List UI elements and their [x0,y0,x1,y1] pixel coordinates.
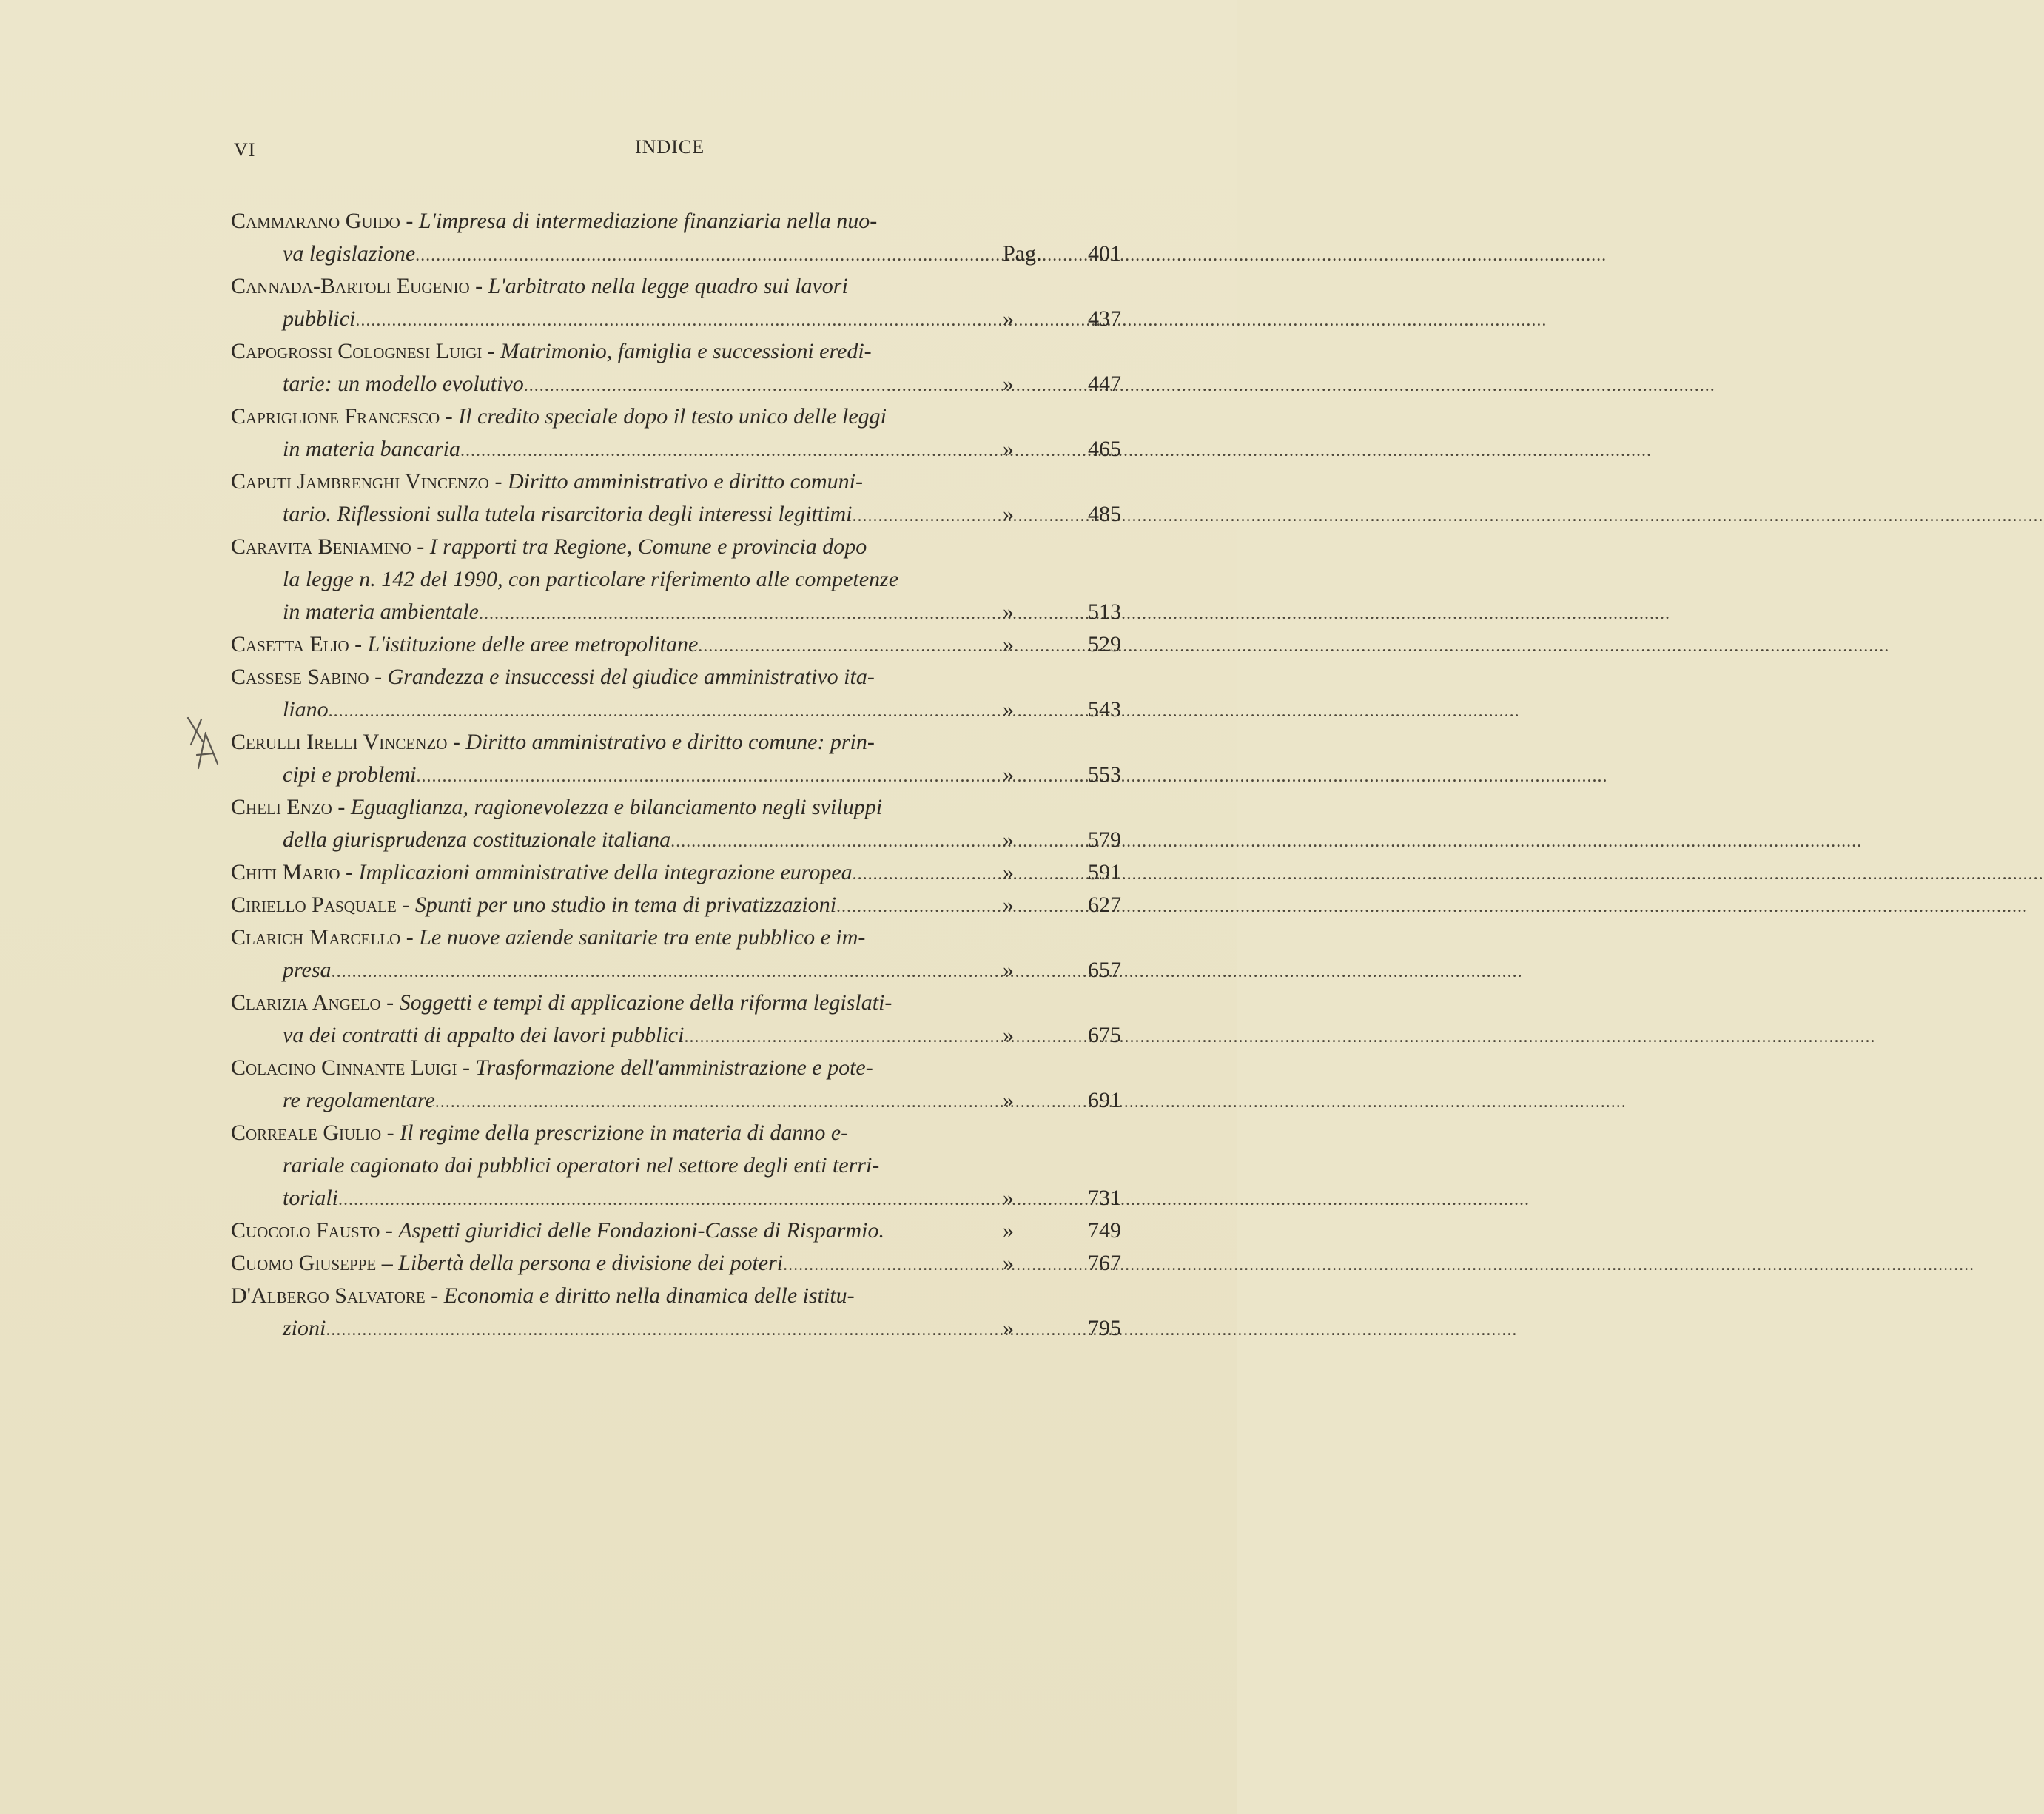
entry-separator: - [457,1055,476,1080]
page-label: » [1003,1088,1014,1112]
entry-title-continuation: toriali [283,1186,339,1210]
running-title: INDICE [635,136,705,158]
toc-line [231,628,1121,661]
toc-line [231,531,1115,563]
page-label: Pag. [1003,241,1042,266]
entry-page-ref [984,596,1121,628]
entry-title-continuation: in materia ambientale [283,599,479,624]
entry-page-ref [984,368,1121,400]
page-number: 691 [1088,1088,1121,1112]
entry-page-ref [984,954,1121,987]
toc-entry [231,1117,1121,1215]
entry-separator: - [400,209,419,233]
entry-title-continuation: cipi e problemi [283,762,417,787]
page-label: » [1003,697,1014,722]
page-number: 513 [1088,599,1121,624]
entry-author: Caputi Jambrenghi Vincenzo [231,469,489,494]
page-header [234,135,1115,164]
entry-separator: - [400,925,420,950]
page-number: 675 [1088,1023,1121,1047]
entry-title: Libertà della persona e divisione dei poteri [398,1251,784,1275]
toc-line [231,1247,1121,1280]
entry-author: Capogrossi Colognesi Luigi [231,339,483,363]
entry-author: Cuomo Giuseppe [231,1251,377,1275]
entry-page-ref [984,856,1121,889]
toc-line [231,1052,1115,1084]
toc-entry [231,531,1121,628]
entry-separator: - [488,469,508,494]
entry-page-ref [984,1182,1121,1215]
toc-line [231,1084,1121,1117]
entry-title-continuation: re regolamentare [283,1088,435,1112]
entry-author: Cammarano Guido [231,209,400,233]
page-number: 447 [1088,372,1121,396]
dot-leader [329,695,1520,728]
entry-title: Le nuove aziende sanitarie tra ente pubblico e im- [419,925,866,950]
page-label: » [1003,306,1014,331]
entry-separator: - [369,665,388,689]
entry-page-ref [984,433,1121,466]
toc-line [231,1117,1115,1149]
toc-entry [231,1247,1121,1280]
toc-line [231,987,1115,1019]
entry-author: Ciriello Pasquale [231,893,397,917]
entry-page-ref [984,628,1121,661]
page-number: 529 [1088,632,1121,656]
entry-title: Diritto amministrativo e diritto comuni- [507,469,863,494]
entry-separator: - [340,860,359,884]
page-label: » [1003,437,1014,461]
page-label: » [1003,1186,1014,1210]
entry-page-ref [984,889,1121,921]
toc-line [231,400,1115,433]
page-number: 627 [1088,893,1121,917]
page-number: 465 [1088,437,1121,461]
entry-title: Soggetti e tempi di applicazione della riforma legislati- [399,990,892,1015]
entry-title-continuation: in materia bancaria [283,437,460,461]
dot-leader [326,1314,1517,1346]
entry-title: L'istituzione delle aree metropolitane [367,632,699,656]
entry-title: Aspetti giuridici delle Fondazioni-Casse di Risparmio. [398,1218,884,1243]
entry-title: L'arbitrato nella legge quadro sui lavori [488,274,848,298]
page-label: » [1003,1316,1014,1340]
toc-entry [231,856,1121,889]
toc-line [231,498,1121,531]
toc-line [231,335,1115,368]
page-number: 579 [1088,827,1121,852]
entry-title-continuation: va dei contratti di appalto dei lavori pubblici [283,1023,685,1047]
entry-separator: - [332,795,351,819]
entry-author: Casetta Elio [231,632,349,656]
page-label: » [1003,958,1014,982]
page-label: » [1003,372,1014,396]
entry-author: Clarizia Angelo [231,990,381,1015]
entry-separator: - [380,1218,399,1243]
entry-separator: - [482,339,501,363]
dot-leader [698,630,1889,662]
page-label: » [1003,893,1014,917]
toc-entry [231,628,1121,661]
entry-title: L'impresa di intermediazione finanziaria nella nuo- [418,209,878,233]
entry-author: Chiti Mario [231,860,340,884]
entry-page-ref [984,693,1121,726]
page-label: » [1003,1023,1014,1047]
handwritten-margin-mark [184,712,225,771]
entry-title: Grandezza e insuccessi del giudice amministrativo ita- [387,665,875,689]
page-number: 543 [1088,697,1121,722]
toc-line [231,1280,1115,1312]
entry-author: Correale Giulio [231,1121,382,1145]
page-number: 437 [1088,306,1121,331]
toc-line [231,1019,1121,1052]
toc-line [231,824,1121,856]
toc-entry [231,400,1121,466]
toc-line [231,563,1115,596]
entry-page-ref [984,1019,1121,1052]
table-of-contents [231,205,1121,1345]
entry-title-continuation: rariale cagionato dai pubblici operatori nel settore degli enti terri- [283,1153,880,1178]
entry-title: Economia e diritto nella dinamica delle istitu- [443,1283,855,1308]
toc-line [231,791,1115,824]
toc-entry [231,205,1121,270]
page-label: » [1003,827,1014,852]
entry-page-ref [984,1215,1121,1247]
entry-title: I rapporti tra Regione, Comune e provincia dopo [429,534,867,559]
entry-title: Trasformazione dell'amministrazione e pote- [475,1055,873,1080]
entry-title-continuation: tarie: un modello evolutivo [283,372,524,396]
entry-separator: - [440,404,459,429]
toc-line [231,1182,1121,1215]
entry-author: Cassese Sabino [231,665,369,689]
toc-line [231,596,1121,628]
entry-separator: - [380,990,400,1015]
page-number: 591 [1088,860,1121,884]
page-number: 767 [1088,1251,1121,1275]
toc-entry [231,889,1121,921]
dot-leader [670,825,1862,858]
toc-entry [231,335,1121,400]
toc-line [231,954,1121,987]
toc-line [231,1312,1121,1345]
toc-entry [231,726,1121,791]
dot-leader [783,1249,1974,1281]
entry-separator: - [411,534,430,559]
entry-title-continuation: va legislazione [283,241,416,266]
entry-title-continuation: zioni [283,1316,326,1340]
entry-author: Colacino Cinnante Luigi [231,1055,457,1080]
entry-page-ref [984,759,1121,791]
toc-line [231,726,1115,759]
toc-line [231,693,1121,726]
entry-title: Diritto amministrativo e diritto comune: prin- [465,730,875,754]
entry-page-ref [984,498,1121,531]
entry-separator: - [396,893,415,917]
toc-entry [231,987,1121,1052]
entry-title-continuation: pubblici [283,306,356,331]
entry-page-ref [984,238,1121,270]
page-folio: VI [234,139,256,161]
entry-title: Matrimonio, famiglia e successioni eredi- [500,339,872,363]
page-number: 731 [1088,1186,1121,1210]
entry-author: D'Albergo Salvatore [231,1283,426,1308]
toc-line [231,205,1115,238]
entry-separator: - [447,730,466,754]
entry-title-continuation: la legge n. 142 del 1990, con particolare riferimento alle competenze [283,567,899,591]
entry-page-ref [984,1312,1121,1345]
toc-line [231,1215,1121,1247]
toc-line [231,238,1121,270]
toc-entry [231,1052,1121,1117]
entry-page-ref [984,824,1121,856]
entry-separator: - [425,1283,444,1308]
entry-title: Il credito speciale dopo il testo unico delle leggi [458,404,887,429]
entry-separator: - [349,632,368,656]
toc-entry [231,791,1121,856]
entry-title-continuation: presa [283,958,332,982]
dot-leader [338,1183,1530,1216]
entry-author: Cannada-Bartoli Eugenio [231,274,470,298]
page-number: 657 [1088,958,1121,982]
page-label: » [1003,1251,1014,1275]
toc-line [231,921,1115,954]
toc-line [231,433,1121,466]
dot-leader [355,304,1547,337]
dot-leader [332,955,1523,988]
toc-line [231,270,1115,303]
entry-author: Capriglione Francesco [231,404,440,429]
toc-entry [231,661,1121,726]
toc-line [231,661,1115,693]
dot-leader [684,1021,1875,1053]
page-label: » [1003,632,1014,656]
toc-line [231,1149,1115,1182]
entry-author: Caravita Beniamino [231,534,411,559]
entry-author: Clarich Marcello [231,925,401,950]
entry-author: Cuocolo Fausto [231,1218,380,1243]
page-label: » [1003,502,1014,526]
toc-line [231,759,1121,791]
entry-title: Implicazioni amministrative della integrazione europea [358,860,853,884]
toc-entry [231,921,1121,987]
page-number: 553 [1088,762,1121,787]
page-label: » [1003,1218,1014,1243]
entry-title: Il regime della prescrizione in materia di danno e- [400,1121,849,1145]
entry-title: Eguaglianza, ragionevolezza e bilanciamento negli sviluppi [350,795,883,819]
page-number: 795 [1088,1316,1121,1340]
toc-line [231,856,1121,889]
entry-title: Spunti per uno studio in tema di privatizzazioni [414,893,837,917]
entry-page-ref [984,1247,1121,1280]
toc-entry [231,466,1121,531]
entry-title-continuation: della giurisprudenza costituzionale italiana [283,827,671,852]
entry-author: Cheli Enzo [231,795,332,819]
entry-separator: - [469,274,488,298]
toc-entry [231,1215,1121,1247]
toc-line [231,303,1121,335]
entry-separator: – [376,1251,399,1275]
entry-author: Cerulli Irelli Vincenzo [231,730,448,754]
page-number: 749 [1088,1218,1121,1243]
toc-entry [231,1280,1121,1345]
page-number: 401 [1088,241,1121,266]
entry-title-continuation: liano [283,697,329,722]
entry-title-continuation: tario. Riflessioni sulla tutela risarcitoria degli interessi legittimi [283,502,853,526]
page-label: » [1003,762,1014,787]
entry-page-ref [984,1084,1121,1117]
entry-page-ref [984,303,1121,335]
page-label: » [1003,599,1014,624]
page-number: 485 [1088,502,1121,526]
toc-entry [231,270,1121,335]
toc-line [231,466,1115,498]
entry-separator: - [381,1121,400,1145]
page-label: » [1003,860,1014,884]
toc-line [231,368,1121,400]
toc-line [231,889,1121,921]
